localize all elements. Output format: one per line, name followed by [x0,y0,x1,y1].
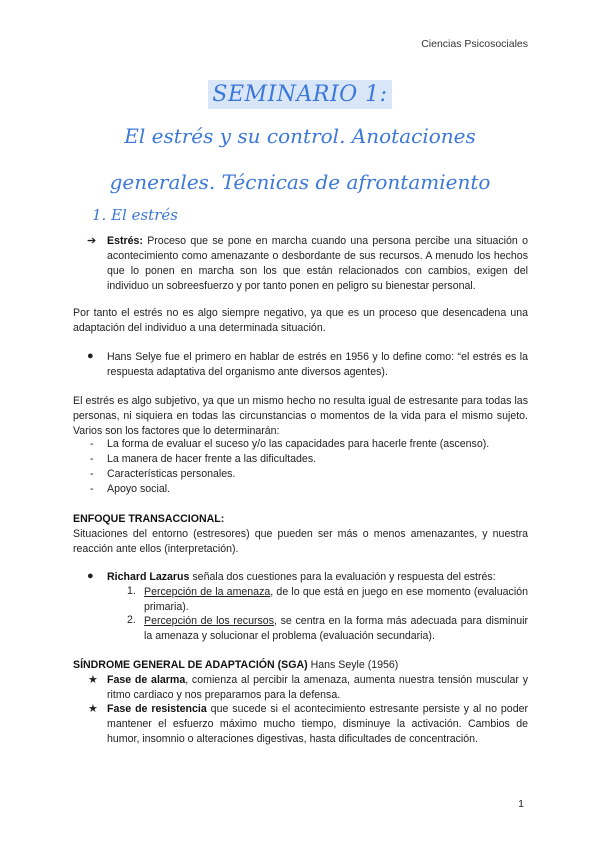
factor-item: Características personales. [107,468,236,480]
enfoque-heading-text: ENFOQUE TRANSACCIONAL: [73,513,225,525]
lazarus-name: Richard Lazarus [107,571,190,583]
arrow-bullet-icon: ➔ [87,235,97,247]
factor-item: La manera de hacer frente a las dificultades. [107,453,317,465]
header-course: Ciencias Psicosociales [421,38,528,50]
dash-marker: - [90,483,94,495]
lazarus-item-2 [144,614,528,644]
estres-text: Proceso que se pone en marcha cuando una persona percibe una situación o acontecimiento como amenazante o desbordante de sus recursos. A menudo los hechos que lo ponen en marcha son los que están relacionados con cambios, exigen del individuo un sobreesfuerzo y por tanto ponen en peligro su bienestar personal. [107,235,528,292]
lazarus-text: señala dos cuestiones para la evaluación y respuesta del estrés: [189,571,496,583]
circle-bullet-icon: ● [87,350,94,362]
section-heading: 1. El estrés [92,206,178,224]
lazarus-item-1-term: Percepción de la amenaza [144,586,271,598]
lazarus-item-1 [144,585,528,615]
lazarus-bullet [107,570,528,585]
circle-bullet-icon: ● [87,570,94,582]
page-number: 1 [518,798,524,810]
paragraph-2: El estrés es algo subjetivo, ya que un mismo hecho no resulta igual de estresante para todas las personas, ni siquiera en todas las circunstancias o momentos de la vida para el mismo sujeto. Varios son los factores que lo determinarán: [73,395,528,437]
list-number: 1. [127,585,136,597]
lazarus-item-1-text: , de lo que está en juego en ese momento (evaluación primaria). [144,586,528,613]
lazarus-item-2-text: , se centra en la forma más adecuada para disminuir la amenaza y solucionar el problema (evaluación secundaria). [144,615,528,642]
phase-alarma-term: Fase de alarma [107,674,186,686]
sga-author: Hans Seyle (1956) [307,659,399,671]
estres-term: Estrés: [107,235,143,247]
title-line-3: generales. Técnicas de afrontamiento [109,170,491,194]
star-bullet-icon: ★ [88,674,98,686]
enfoque-heading [73,512,528,527]
dash-marker: - [90,438,94,450]
sga-phase-alarma [107,673,528,703]
sga-heading-text: SÍNDROME GENERAL DE ADAPTACIÓN (SGA) [73,659,308,671]
dash-marker: - [90,468,94,480]
phase-resistencia-text: que sucede si el acontecimiento estresante persiste y al no poder mantener el esfuerzo máximo mucho tiempo, disminuye la activación. Cambios de humor, insomnio o alteraciones digestivas, hasta dificultades de concentración. [107,703,529,745]
lazarus-item-2-term: Percepción de los recursos [144,615,274,627]
title-line-1-wrap [0,80,600,109]
paragraph-1: Por tanto el estrés no es algo siempre negativo, ya que es un proceso que desencadena una adaptación del individuo a una determinada situación. [73,307,528,334]
factor-item: La forma de evaluar el suceso y/o las capacidades para hacerle frente (ascenso). [107,438,490,450]
list-number: 2. [127,614,136,626]
sga-phase-resistencia [107,702,528,747]
factor-item: Apoyo social. [107,483,171,495]
title-seminario: SEMINARIO 1: [208,80,391,109]
estres-definition [107,234,528,294]
sga-heading [73,658,528,673]
star-bullet-icon: ★ [88,703,98,715]
dash-marker: - [90,453,94,465]
title-line-2: El estrés y su control. Anotaciones [124,124,476,148]
enfoque-text: Situaciones del entorno (estresores) que pueden ser más o menos amenazantes, y nuestra reacción ante ellos (interpretación). [73,528,528,555]
selye-bullet: Hans Selye fue el primero en hablar de estrés en 1956 y lo define como: “el estrés es la respuesta adaptativa del organismo ante diversos agentes). [107,351,528,378]
phase-alarma-text: , comienza al percibir la amenaza, aumenta nuestra tensión muscular y ritmo cardiaco y nos preparamos para la defensa. [107,674,528,701]
phase-resistencia-term: Fase de resistencia [107,703,207,715]
